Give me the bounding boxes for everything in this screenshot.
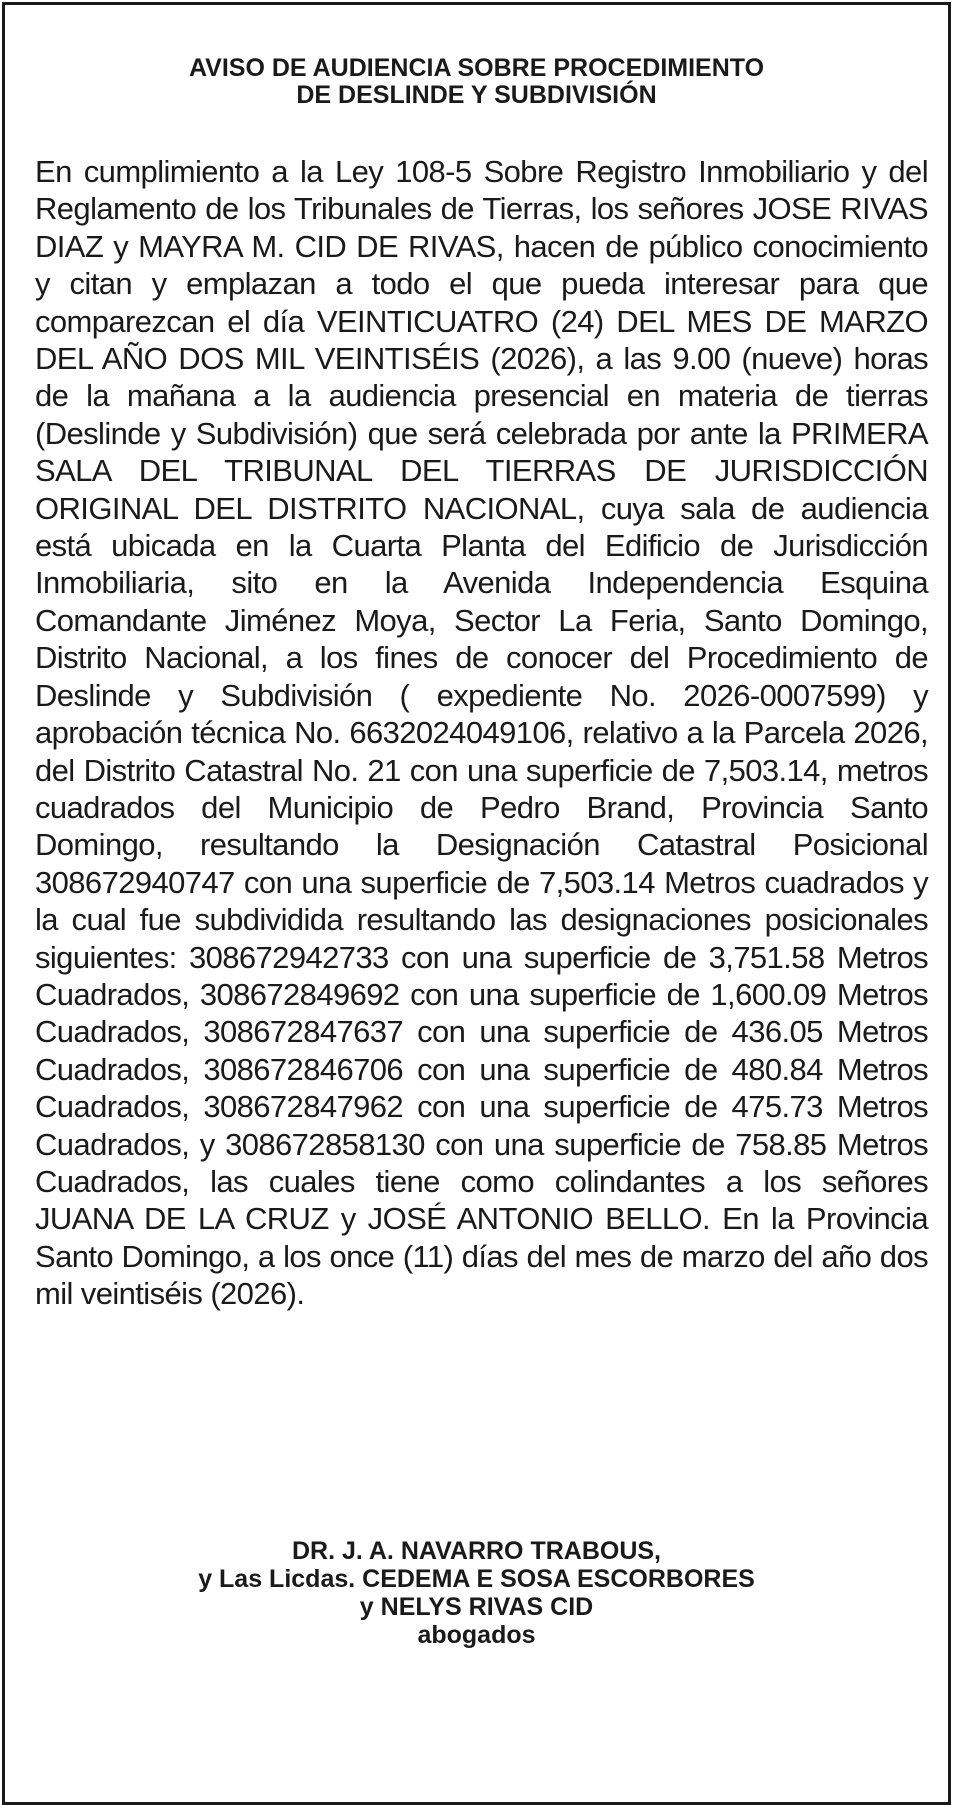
notice-title-line-1: AVISO DE AUDIENCIA SOBRE PROCEDIMIENTO	[188, 54, 765, 82]
notice-frame	[2, 2, 951, 1805]
notice-body: En cumplimiento a la Ley 108-5 Sobre Registro Inmobiliario y del Reglamento de los Tribunales de Tierras, los señores JOSE RIVAS DIAZ y MAYRA M. CID DE RIVAS, hacen de público conocimiento y citan y emplazan a todo el que pueda interesar para que comparezcan el día VEINTICUATRO (24) DEL MES DE MARZO DEL AÑO DOS MIL VEINTISÉIS (2026), a las 9.00 (nueve) horas de la mañana a la audiencia presencial en materia de tierras (Deslinde y Subdivisión) que será celebrada por ante la PRIMERA SALA DEL TRIBUNAL DEL TIERRAS DE JURISDICCIÓN ORIGINAL DEL DISTRITO NACIONAL, cuya sala de audiencia está ubicada en la Cuarta Planta del Edificio de Jurisdicción Inmobiliaria, sito en la Avenida Independencia Esquina Comandante Jiménez Moya, Sector La Feria, Santo Domingo, Distrito Nacional, a los fines de conocer del Procedimiento de Deslinde y Subdivisión ( expediente No. 2026-0007599) y aprobación técnica No. 6632024049106, relativo a la Parcela 2026, del Distrito Catastral No. 21 con una superficie de 7,503.14, metros cuadrados del Municipio de Pedro Brand, Provincia Santo Domingo, resultando la Designación Catastral Posicional 308672940747 con una superficie de 7,503.14 Metros cuadrados y la cual fue subdividida resultando las designaciones posicionales siguientes: 308672942733 con una superficie de 3,751.58 Metros Cuadrados, 308672849692 con una superficie de 1,600.09 Metros Cuadrados, 308672847637 con una superficie de 436.05 Metros Cuadrados, 308672846706 con una superficie de 480.84 Metros Cuadrados, 308672847962 con una superficie de 475.73 Metros Cuadrados, y 308672858130 con una superficie de 758.85 Metros Cuadrados, las cuales tiene como colindantes a los señores JUANA DE LA CRUZ y JOSÉ ANTONIO BELLO. En la Provincia Santo Domingo, a los once (11) días del mes de marzo del año dos mil veintiséis (2026).	[35, 154, 928, 1312]
notice-signature	[5, 1537, 948, 1649]
notice-title-line-2: DE DESLINDE Y SUBDIVISIÓN	[296, 81, 657, 109]
signature-line-4: abogados	[417, 1621, 536, 1649]
signature-line-3: y NELYS RIVAS CID	[359, 1593, 594, 1621]
signature-line-1: DR. J. A. NAVARRO TRABOUS,	[292, 1537, 661, 1565]
notice-title	[5, 55, 948, 109]
signature-line-2: y Las Licdas. CEDEMA E SOSA ESCORBORES	[198, 1565, 755, 1593]
